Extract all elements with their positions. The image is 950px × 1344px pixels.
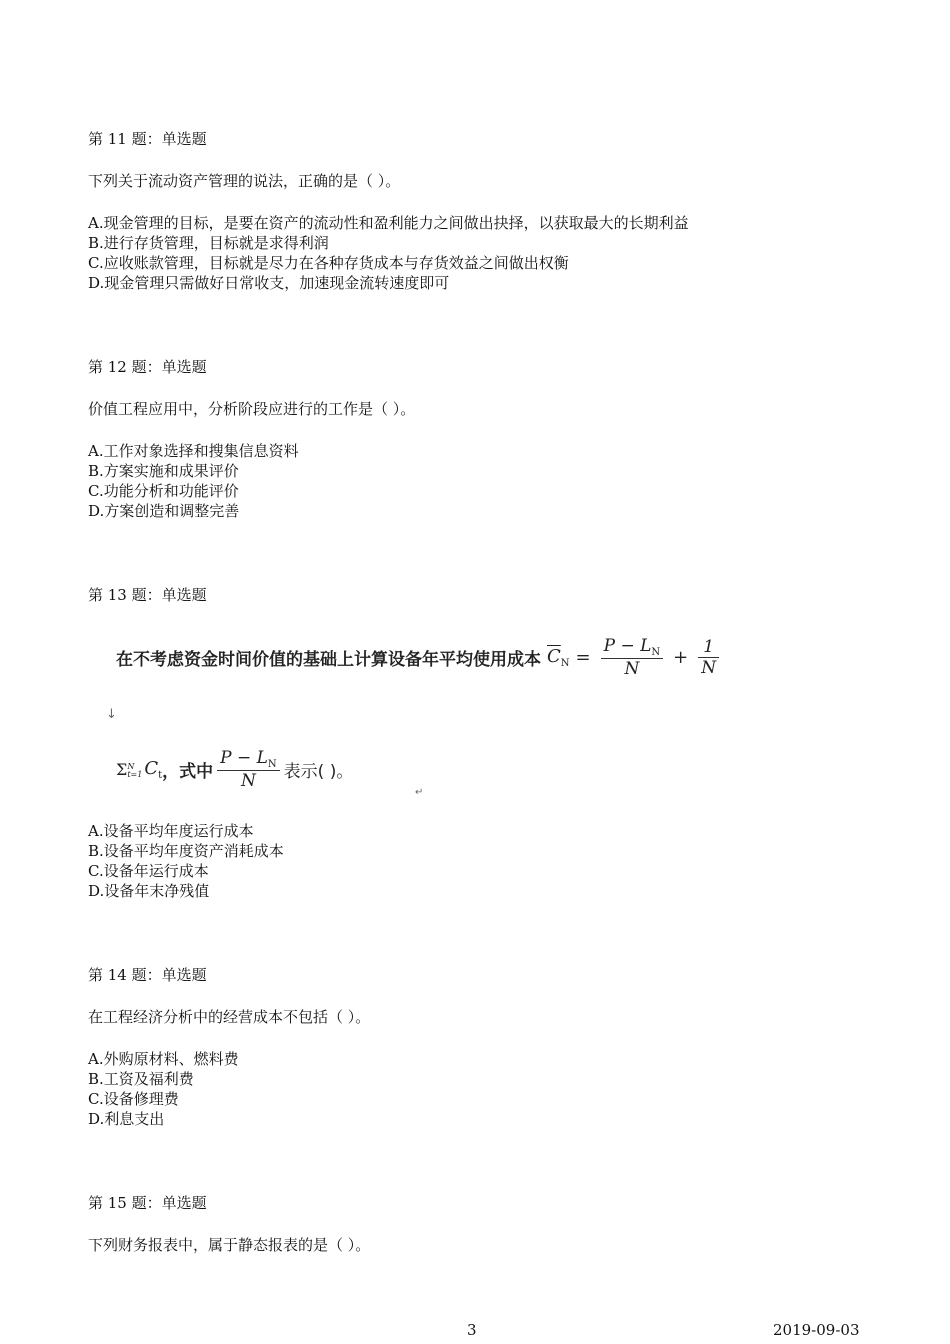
option-b: B.方案实施和成果评价: [88, 462, 239, 480]
formula-line-1: [116, 636, 723, 679]
option-d: D.利息支出: [88, 1110, 165, 1128]
formula-end-text: 表示( )。: [283, 762, 354, 782]
question-12-header: 第 12 题：单选题: [88, 358, 207, 376]
question-13-header: 第 13 题：单选题: [88, 586, 207, 604]
question-14-options: [88, 1049, 239, 1129]
question-12-stem: 价值工程应用中，分析阶段应进行的工作是（ ）。: [88, 400, 416, 418]
fraction-one-over-n: $\frac{1}{N}$: [698, 637, 719, 678]
option-d: D.现金管理只需做好日常收支，加速现金流转速度即可: [88, 274, 450, 292]
fraction-p-minus-ln-over-n: $\frac{P - L_N}{N}$: [601, 636, 664, 679]
question-11-stem: 下列关于流动资产管理的说法，正确的是（ ）。: [88, 172, 401, 190]
sum-symbol: Σ N t=1: [116, 760, 143, 779]
option-d: D.设备年末净残值: [88, 882, 210, 900]
page-number: 3: [467, 1321, 477, 1339]
question-14-header: 第 14 题：单选题: [88, 966, 207, 984]
option-c: C.功能分析和功能评价: [88, 482, 239, 500]
plus-sign: +: [673, 647, 689, 668]
option-a: A.设备平均年度运行成本: [88, 822, 254, 840]
option-a: A.工作对象选择和搜集信息资料: [88, 442, 299, 460]
option-c: C.设备年运行成本: [88, 862, 209, 880]
equals-sign: =: [575, 647, 591, 668]
option-a: A.外购原材料、燃料费: [88, 1050, 239, 1068]
ct-symbol: $C_t$: [144, 758, 163, 781]
option-b: B.进行存货管理，目标就是求得利润: [88, 234, 329, 252]
question-15-stem: 下列财务报表中，属于静态报表的是（ ）。: [88, 1236, 371, 1254]
option-a: A.现金管理的目标，是要在资产的流动性和盈利能力之间做出抉择，以获取最大的长期利益: [88, 214, 689, 232]
formula-text: 在不考虑资金时间价值的基础上计算设备年平均使用成本: [116, 650, 541, 670]
question-11-header: 第 11 题：单选题: [88, 130, 207, 148]
footer-date: 2019-09-03: [773, 1321, 860, 1339]
option-b: B.工资及福利费: [88, 1070, 194, 1088]
question-13-options: [88, 821, 284, 901]
question-11-options: [88, 213, 689, 293]
option-c: C.设备修理费: [88, 1090, 179, 1108]
formula-line-2: [116, 748, 353, 791]
line-break-mark: ↓: [106, 707, 117, 722]
question-15-header: 第 15 题：单选题: [88, 1194, 207, 1212]
cn-symbol: $\overline{C}_N$: [547, 646, 570, 669]
question-12-options: [88, 441, 299, 521]
option-d: D.方案创造和调整完善: [88, 502, 240, 520]
option-b: B.设备平均年度资产消耗成本: [88, 842, 284, 860]
paragraph-mark: ↵: [415, 787, 424, 798]
formula-mid-text: ，式中: [162, 762, 214, 782]
fraction-p-minus-ln-over-n-2: $\frac{P - L_N}{N}$: [217, 748, 280, 791]
question-14-stem: 在工程经济分析中的经营成本不包括（ ）。: [88, 1008, 371, 1026]
option-c: C.应收账款管理，目标就是尽力在各种存货成本与存货效益之间做出权衡: [88, 254, 569, 272]
